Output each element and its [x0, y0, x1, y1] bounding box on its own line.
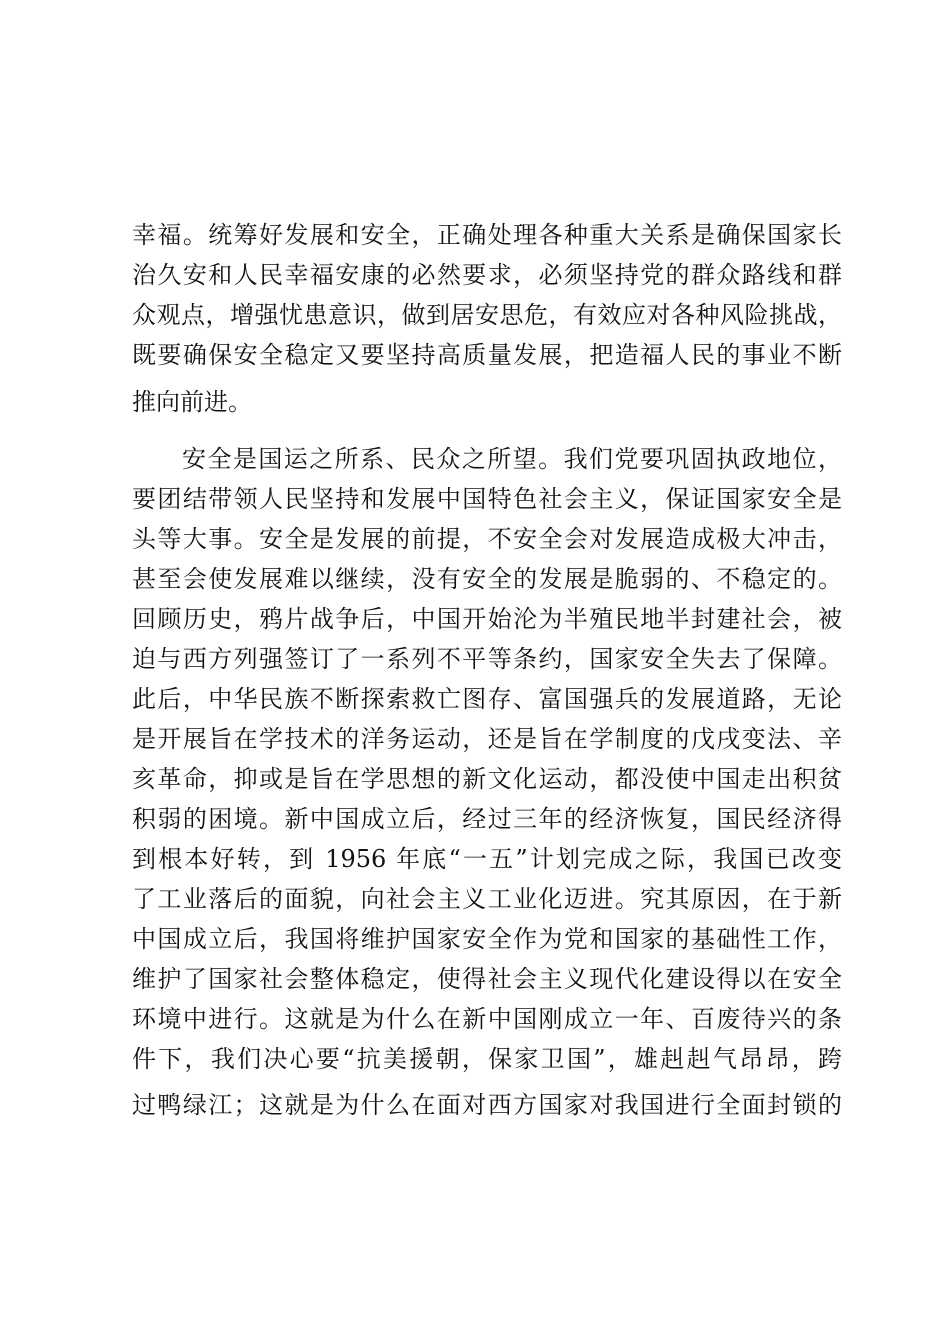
paragraph-2-line-7: 此后，中华民族不断探索救亡图存、富国强兵的发展道路，无论 — [132, 685, 842, 713]
paragraph-2-line-10: 积弱的困境。新中国成立后，经过三年的经济恢复，国民经济得 — [132, 805, 842, 833]
paragraph-2-line-3: 头等大事。安全是发展的前提，不安全会对发展造成极大冲击， — [132, 525, 842, 553]
paragraph-2-line-11: 到根本好转，到 1956 年底“一五”计划完成之际，我国已改变 — [132, 845, 842, 873]
paragraph-2-line-17: 过鸭绿江；这就是为什么在面对西方国家对我国进行全面封锁的 — [132, 1091, 842, 1119]
paragraph-2-line-16: 件下，我们决心要“抗美援朝，保家卫国”，雄赳赳气昂昂，跨 — [132, 1045, 842, 1073]
paragraph-2-line-8: 是开展旨在学技术的洋务运动，还是旨在学制度的戊戌变法、辛 — [132, 725, 842, 753]
paragraph-2-line-6: 迫与西方列强签订了一系列不平等条约，国家安全失去了保障。 — [132, 645, 842, 673]
paragraph-1-line-2: 治久安和人民幸福安康的必然要求，必须坚持党的群众路线和群 — [132, 261, 842, 289]
paragraph-1-line-5: 推向前进。 — [132, 388, 252, 416]
paragraph-1-line-1: 幸福。统筹好发展和安全，正确处理各种重大关系是确保国家长 — [132, 221, 842, 249]
paragraph-2-line-1: 安全是国运之所系、民众之所望。我们党要巩固执政地位， — [182, 445, 842, 473]
paragraph-2-line-5: 回顾历史，鸦片战争后，中国开始沦为半殖民地半封建社会，被 — [132, 605, 842, 633]
paragraph-2-line-13: 中国成立后，我国将维护国家安全作为党和国家的基础性工作， — [132, 925, 842, 953]
paragraph-1-line-3: 众观点，增强忧患意识，做到居安思危，有效应对各种风险挑战， — [132, 301, 842, 329]
paragraph-2-line-14: 维护了国家社会整体稳定，使得社会主义现代化建设得以在安全 — [132, 965, 842, 993]
paragraph-2-line-15: 环境中进行。这就是为什么在新中国刚成立一年、百废待兴的条 — [132, 1005, 842, 1033]
paragraph-2-line-9: 亥革命，抑或是旨在学思想的新文化运动，都没使中国走出积贫 — [132, 765, 842, 793]
paragraph-2-line-12: 了工业落后的面貌，向社会主义工业化迈进。究其原因，在于新 — [132, 885, 842, 913]
paragraph-1-line-4: 既要确保安全稳定又要坚持高质量发展，把造福人民的事业不断 — [132, 341, 842, 369]
paragraph-2-line-4: 甚至会使发展难以继续，没有安全的发展是脆弱的、不稳定的。 — [132, 565, 842, 593]
paragraph-2-line-2: 要团结带领人民坚持和发展中国特色社会主义，保证国家安全是 — [132, 485, 842, 513]
